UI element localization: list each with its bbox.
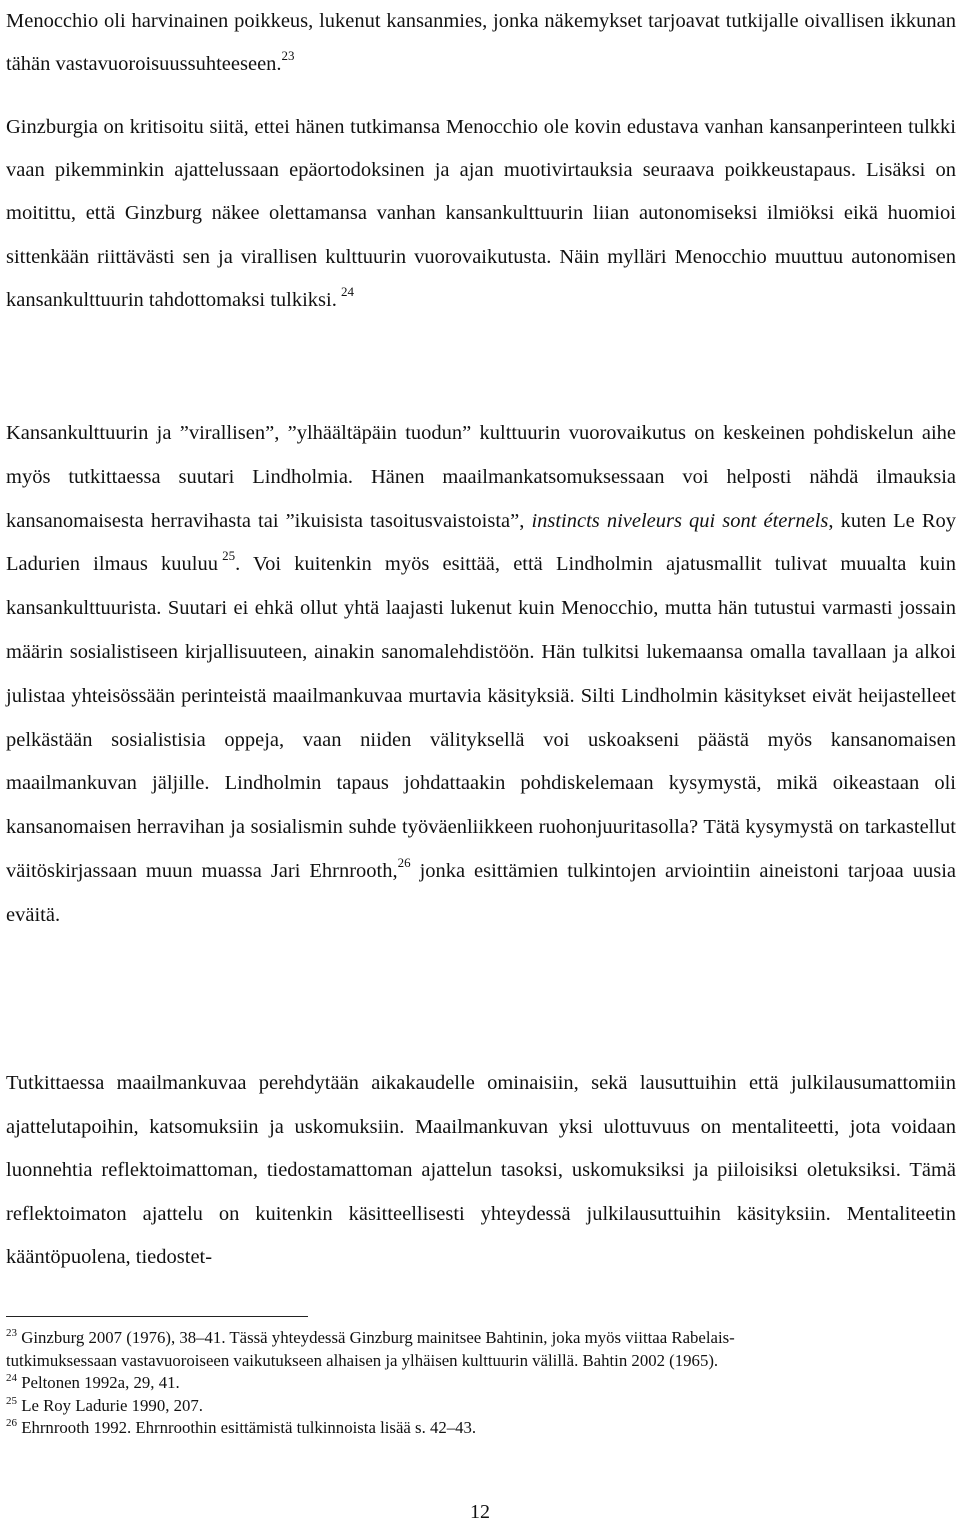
footnote-text: tutkimuksessaan vastavuoroiseen vaikutukseen alhaisen ja ylhäisen kulttuurin välillä. Bahtin 2002 (1965). xyxy=(6,1350,719,1370)
footnote-number: 25 xyxy=(6,1394,17,1407)
footnote-text: Ginzburg 2007 (1976), 38–41. Tässä yhteydessä Ginzburg mainitsee Bahtinin, joka myös viittaa Rabelais- xyxy=(21,1328,735,1347)
paragraph-2 xyxy=(6,106,956,322)
footnote-number: 23 xyxy=(6,1327,17,1339)
page-number: 12 xyxy=(470,1501,490,1523)
footnote-separator xyxy=(6,1316,308,1317)
paragraph-3-quote-italic: instincts niveleurs qui sont éternels xyxy=(531,509,829,532)
paragraph-1-text: Menocchio oli harvinainen poikkeus, lukenut kansanmies, jonka näkemykset tarjoavat tutkijalle oivallisen ikkunan tähän vastavuoroisuussuhteeseen. xyxy=(6,10,956,75)
paragraph-3-text-a: Kansankulttuurin ja ”virallisen”, ”ylhäältäpäin tuodun” kulttuurin vuorovaikutus on keskeinen pohdiskelun aihe myös tutkittaessa suutari Lindholmia. Hänen maailmankatsomuksessaan voi helposti nähdä ilmauksia kansanomaisesta herravihasta tai ”ikuisista tasoitusvaistoista”, xyxy=(6,422,956,532)
footnote-number: 26 xyxy=(6,1417,17,1430)
paragraph-3 xyxy=(6,412,956,938)
footnote-ref-24[interactable]: 24 xyxy=(340,283,354,299)
paragraph-4 xyxy=(6,1062,956,1280)
footnote-number: 24 xyxy=(6,1372,17,1385)
paragraph-2-text: Ginzburgia on kritisoitu siitä, ettei hänen tutkimansa Menocchio ole kovin edustava vanhan kansanperinteen tulkki vaan pikemminkin ajattelussaan epäortodoksinen ja ajan muotivirtauksia seuraava poikkeustapaus. Lisäksi on moitittu, että Ginzburg näkee olettamansa vanhan kansankulttuurin liian autonomiseksi ilmiöksi eikä huomioi sittenkään riittävästi sen ja virallisen kulttuurin vuorovaikutusta. Näin mylläri Menocchio muuttuu autonomisen kansankulttuurin tahdottomaksi tulkiksi. xyxy=(6,116,956,311)
paragraph-3-text-d: jonka esittämien tulkintojen arviointiin aineistoni tarjoaa uusia eväitä. xyxy=(6,859,957,926)
footnote-text: Le Roy Ladurie 1990, 207. xyxy=(21,1395,203,1415)
footnotes xyxy=(6,1327,956,1440)
footnote-text: Ehrnrooth 1992. Ehrnroothin esittämistä tulkinnoista lisää s. 42–43. xyxy=(21,1418,477,1438)
footnote-ref-25[interactable]: 25 xyxy=(222,548,236,564)
footnote-25 xyxy=(6,1395,956,1418)
footnote-text: Peltonen 1992a, 29, 41. xyxy=(21,1373,180,1393)
footnote-ref-23[interactable]: 23 xyxy=(281,48,295,63)
footnote-ref-26[interactable]: 26 xyxy=(397,854,411,870)
paragraph-3-text-c: . Voi kuitenkin myös esittää, että Lindholmin ajatusmallit tulivat muualta kuin kansankulttuurista. Suutari ei ehkä ollut yhtä laajasti lukenut kuin Menocchio, mutta hän tutustui varmasti jossain määrin sosialistiseen kirjallisuuteen, ainakin sanomalehdistöön. Hän tulkitsi lukemaansa omalla tavallaan ja alkoi julistaa yhteisössään perinteistä maailmankuvaa murtavia käsityksiä. Silti Lindholmin käsitykset eivät heijastelleet pelkästään sosialistisia oppeja, vaan niiden välityksellä voi uskoakseni päästä myös kansanomaisen maailmankuvan jäljille. Lindholmin tapaus johdattaakin pohdiskelemaan kysymystä, mikä oikeastaan oli kansanomaisen herravihan ja sosialismin suhde työväenliikkeen ruohonjuuritasolla? Tätä kysymystä on tarkastellut väitöskirjassaan muun muassa Jari Ehrnrooth, xyxy=(6,553,956,882)
footnote-24 xyxy=(6,1372,956,1395)
paragraph-4-text: Tutkittaessa maailmankuvaa perehdytään aikakaudelle ominaisiin, sekä lausuttuihin että julkilausumattomiin ajattelutapoihin, katsomuksiin ja uskomuksiin. Maailmankuvan yksi ulottuvuus on mentaliteetti, jota voidaan luonnehtia reflektoimattoman, tiedostamattoman ajattelun tasoksi, uskomuksiksi ja piiloisiksi oletuksiksi. Tämä reflektoimaton ajattelu on kuitenkin käsitteellisesti yhteydessä julkilausuttuihin käsityksiin. Mentaliteetin kääntöpuolena, tiedostet- xyxy=(6,1072,956,1269)
paragraph-3-text-b: , kuten Le Roy Ladurien ilmaus kuuluu xyxy=(6,509,957,576)
footnote-26 xyxy=(6,1417,956,1440)
paragraph-1 xyxy=(6,0,956,86)
footnote-23 xyxy=(6,1327,956,1372)
